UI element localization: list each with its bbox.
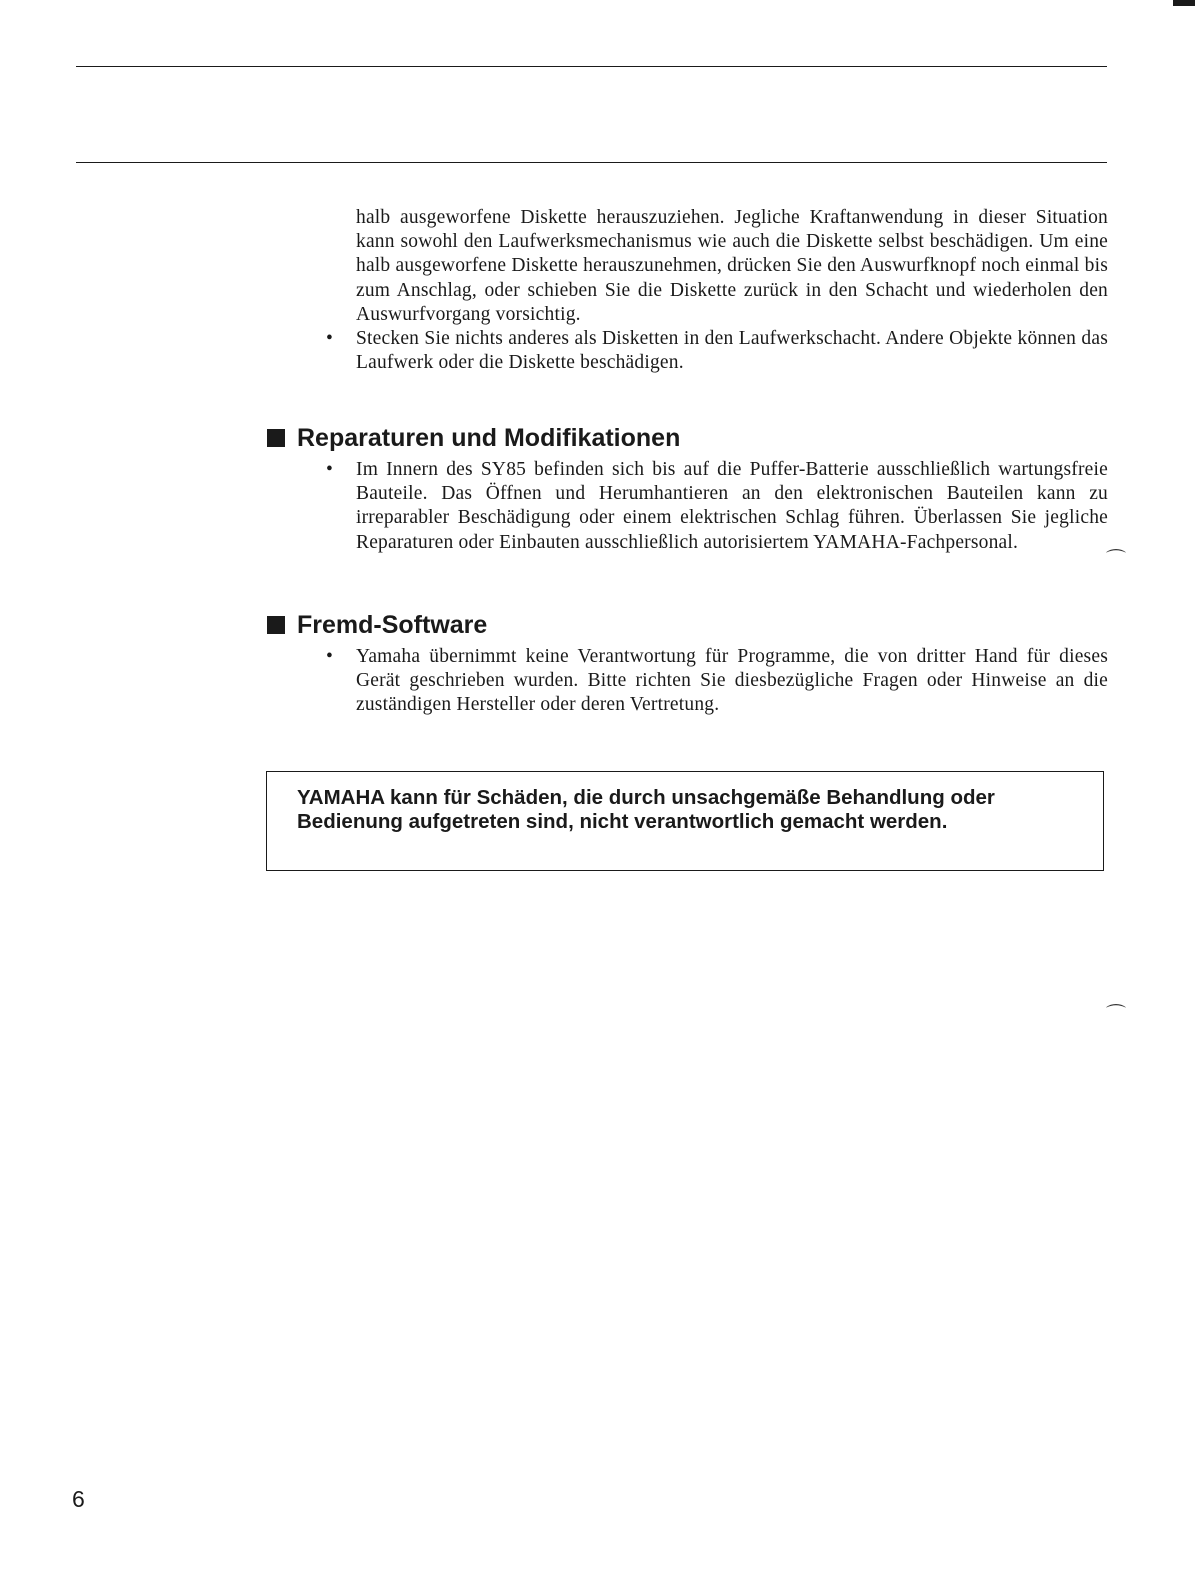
list-item-text: Stecken Sie nichts anderes als Disketten in den Laufwerkschacht. Andere Objekte können das Laufwerk oder die Diskette beschädigen. bbox=[356, 328, 1108, 374]
section-heading-text: Fremd-Software bbox=[297, 611, 488, 639]
page-number: 6 bbox=[72, 1486, 85, 1512]
list-item bbox=[326, 458, 1108, 555]
section-heading-software bbox=[267, 610, 487, 640]
scan-artifact-icon: ⌒ bbox=[1106, 547, 1126, 571]
section-list-software bbox=[326, 645, 1108, 718]
list-item bbox=[326, 645, 1108, 718]
header-rule-bottom bbox=[76, 162, 1107, 163]
continuation-block bbox=[326, 206, 1108, 375]
header-rule-top bbox=[76, 66, 1107, 67]
scan-artifact-icon: ⌒ bbox=[1106, 1002, 1126, 1026]
section-list-repairs bbox=[326, 458, 1108, 555]
disclaimer-box bbox=[266, 771, 1104, 871]
bullet-icon: • bbox=[326, 328, 334, 350]
square-bullet-icon bbox=[267, 616, 285, 634]
disclaimer-text: YAMAHA kann für Schäden, die durch unsachgemäße Behandlung oder Bedienung aufgetreten sind, nicht verantwortlich gemacht werden. bbox=[297, 786, 995, 833]
bullet-icon: • bbox=[326, 459, 334, 480]
continuation-paragraph: halb ausgeworfene Diskette herauszuziehen. Jegliche Kraftanwendung in dieser Situation kann sowohl den Laufwerksmechanismus wie auch die Diskette selbst beschädigen. Um eine halb ausgeworfene Diskette herauszunehmen, drücken Sie den Auswurfknopf noch einmal bis zum Anschlag, oder schieben Sie die Diskette zurück in den Schacht und wiederholen den Auswurfvorgang vorsichtig. bbox=[356, 207, 1108, 325]
bullet-icon: • bbox=[326, 646, 334, 667]
section-heading-text: Reparaturen und Modifikationen bbox=[297, 424, 681, 452]
square-bullet-icon bbox=[267, 429, 285, 447]
section-heading-repairs bbox=[267, 423, 680, 453]
list-item-text: Im Innern des SY85 befinden sich bis auf die Puffer-Batterie ausschließlich wartungsfreie Bauteile. Das Öffnen und Herumhantieren an den elektronischen Bauteilen kann zu irreparabler Beschädigung oder einem elektrischen Schlag führen. Überlassen Sie jegliche Reparaturen oder Einbauten ausschließlich autorisiertem YAMAHA-Fachpersonal. bbox=[356, 459, 1108, 553]
list-item bbox=[326, 327, 1108, 375]
scan-corner-mark bbox=[1173, 0, 1195, 6]
list-item-text: Yamaha übernimmt keine Verantwortung für Programme, die von dritter Hand für dieses Gerät geschrieben wurden. Bitte richten Sie diesbezügliche Fragen oder Hinweise an die zuständigen Hersteller oder deren Vertretung. bbox=[356, 646, 1108, 716]
